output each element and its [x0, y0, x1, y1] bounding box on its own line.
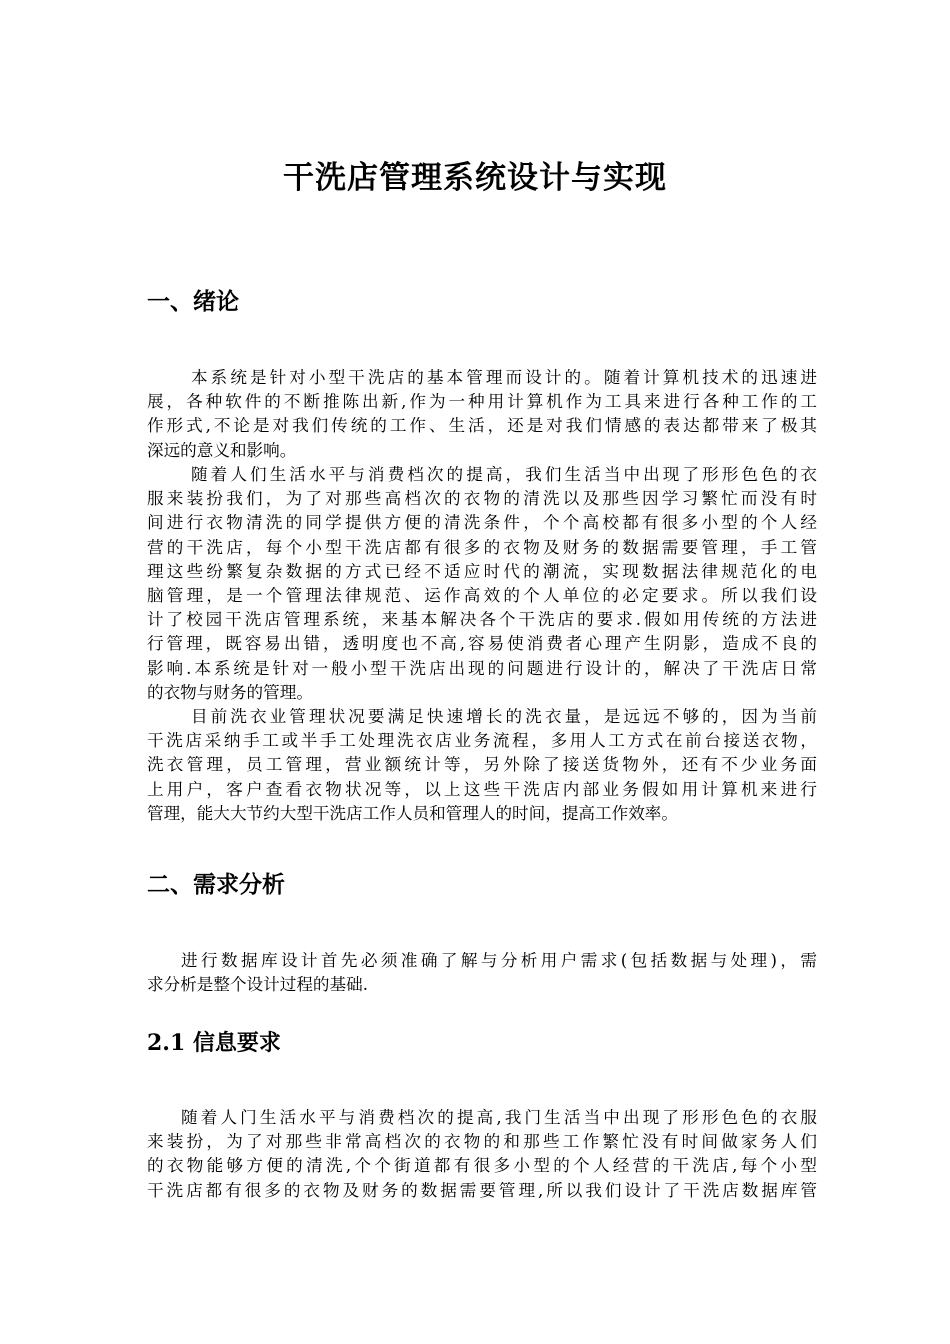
- text-line: 深远的意义和影响。: [147, 440, 297, 460]
- text-line: 服来装扮我们，为了对那些高档次的衣物的清洗以及那些因学习繁忙而没有时: [147, 489, 817, 509]
- text-line: 间进行衣物清洗的同学提供方便的清洗条件，个个高校都有很多小型的个人经: [147, 513, 817, 533]
- text-line: 的衣物能够方便的清洗,个个街道都有很多小型的个人经营的干洗店,每个小型: [147, 1156, 817, 1176]
- subsection-heading-information-requirements: 2.1 信息要求: [147, 1030, 281, 1056]
- paragraph-intro-1: [147, 366, 817, 463]
- paragraph-information-requirements-1: [147, 1106, 817, 1203]
- text-line: 计了校园干洗店管理系统，来基本解决各个干洗店的要求.假如用传统的方法进: [147, 610, 817, 630]
- text-line: 展，各种软件的不断推陈出新,作为一种用计算机作为工具来进行各种工作的工: [147, 392, 817, 412]
- text-line: 理这些纷繁复杂数据的方式已经不适应时代的潮流，实现数据法律规范化的电: [147, 561, 817, 581]
- text-line: 本系统是针对小型干洗店的基本管理而设计的。随着计算机技术的迅速进: [191, 368, 817, 387]
- text-line: 作形式,不论是对我们传统的工作、生活，还是对我们情感的表达都带来了极其: [147, 416, 817, 436]
- document-title: 干洗店管理系统设计与实现: [283, 160, 667, 196]
- text-line: 干洗店采纳手工或半手工处理洗衣店业务流程，多用人工方式在前台接送衣物，: [147, 731, 817, 751]
- paragraph-requirements-1: [147, 949, 817, 997]
- paragraph-intro-2: [147, 463, 817, 705]
- text-line: 来装扮，为了对那些非常高档次的衣物的和那些工作繁忙没有时间做家务人们: [147, 1132, 817, 1152]
- section-heading-requirements: 二、需求分析: [147, 871, 285, 898]
- text-line: 干洗店都有很多的衣物及财务的数据需要管理,所以我们设计了干洗店数据库管: [147, 1180, 817, 1200]
- text-line: 影响.本系统是针对一般小型干洗店出现的问题进行设计的，解决了干洗店日常: [147, 658, 817, 678]
- text-line: 随着人们生活水平与消费档次的提高，我们生活当中出现了形形色色的衣: [191, 465, 817, 484]
- text-line: 随着人门生活水平与消费档次的提高,我门生活当中出现了形形色色的衣服: [181, 1108, 817, 1127]
- text-line: 的衣物与财务的管理。: [147, 682, 313, 702]
- text-line: 行管理，既容易出错，透明度也不高,容易使消费者心理产生阴影，造成不良的: [147, 634, 817, 654]
- text-line: 营的干洗店，每个小型干洗店都有很多的衣物及财务的数据需要管理，手工管: [147, 537, 817, 557]
- text-line: 求分析是整个设计过程的基础.: [147, 975, 368, 995]
- text-line: 脑管理，是一个管理法律规范、运作高效的个人单位的必定要求。所以我们设: [147, 585, 817, 605]
- paragraph-intro-3: [147, 705, 817, 826]
- text-line: 上用户，客户查看衣物状况等，以上这些干洗店内部业务假如用计算机来进行: [147, 779, 817, 799]
- text-line: 目前洗衣业管理状况要满足快速增长的洗衣量，是远远不够的，因为当前: [191, 707, 817, 726]
- text-line: 洗衣管理，员工管理，营业额统计等，另外除了接送货物外，还有不少业务面: [147, 755, 817, 775]
- text-line: 进行数据库设计首先必须准确了解与分析用户需求(包括数据与处理)，需: [181, 951, 817, 970]
- text-line: 管理，能大大节约大型干洗店工作人员和管理人的时间，提高工作效率。: [147, 803, 678, 823]
- section-heading-introduction: 一、绪论: [147, 288, 239, 315]
